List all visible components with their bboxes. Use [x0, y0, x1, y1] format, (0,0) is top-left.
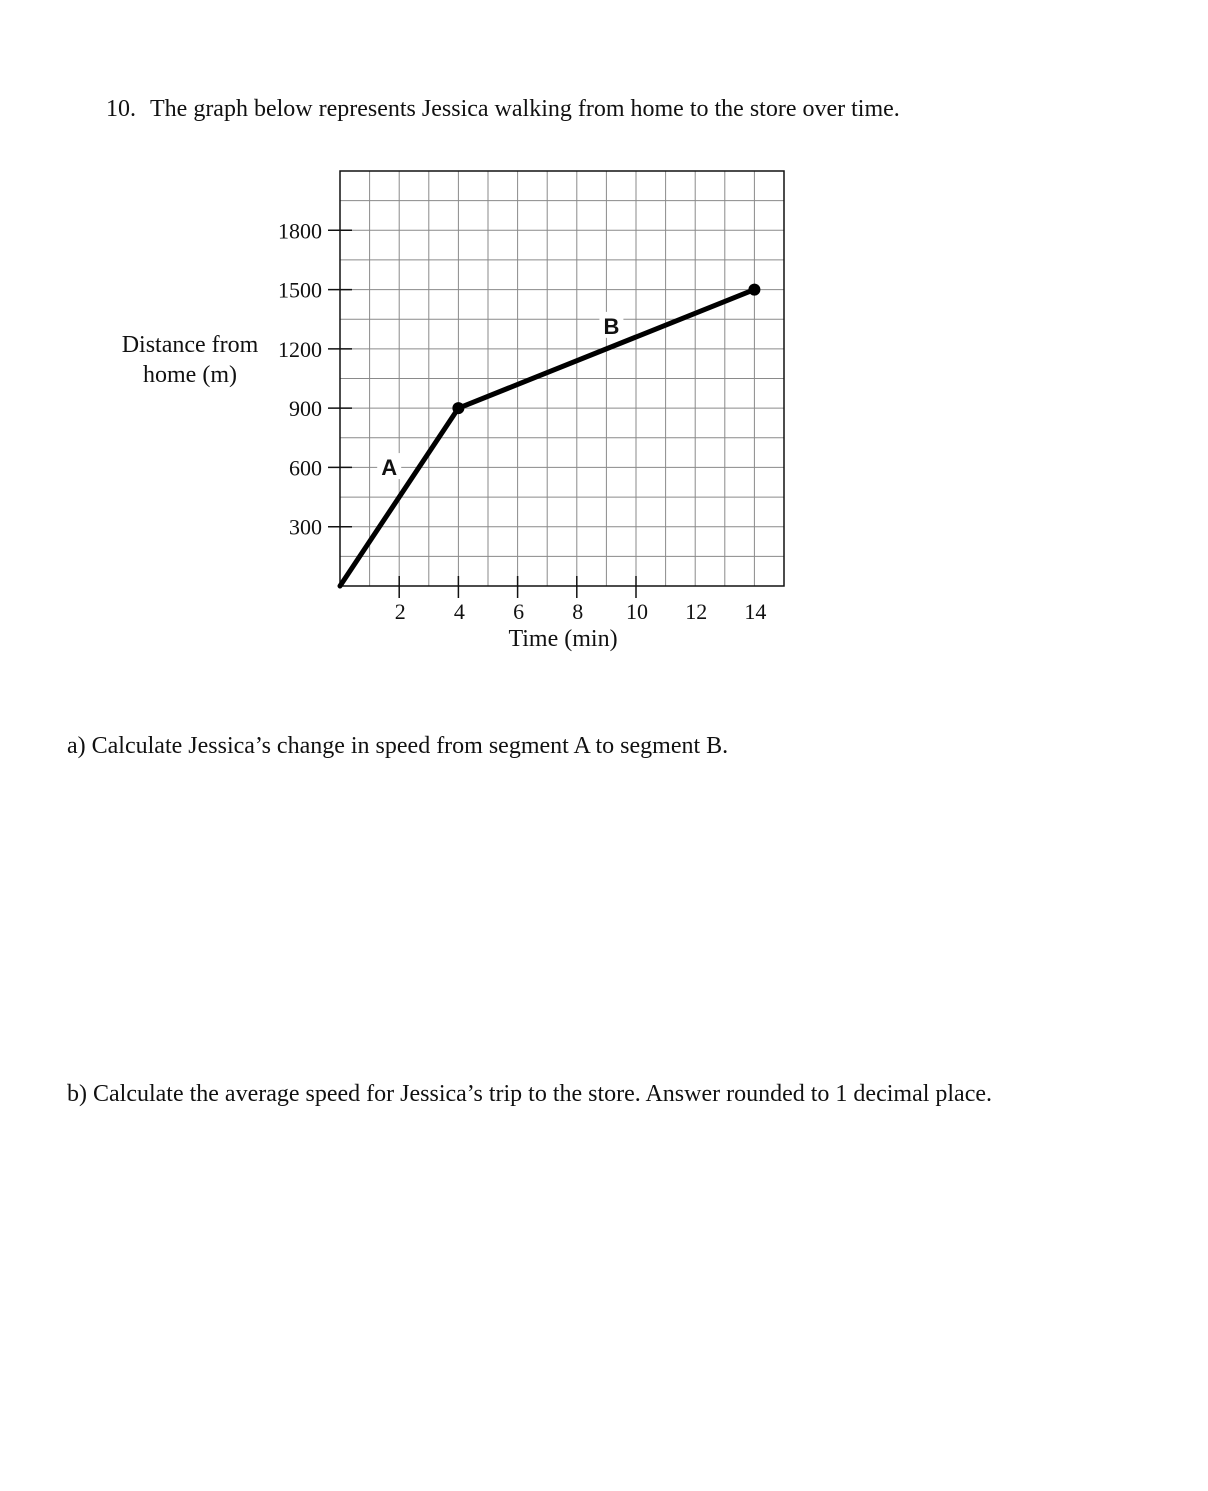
y-tick-label: 1500: [278, 277, 322, 303]
x-axis: [395, 576, 767, 624]
question-number: 10.: [106, 96, 136, 122]
part-b-question: b) Calculate the average speed for Jessica’s trip to the store. Answer rounded to 1 decimal place.: [67, 1081, 993, 1107]
segment-label: B: [603, 313, 620, 339]
y-tick-label: 600: [289, 455, 322, 481]
y-tick-label: 1200: [278, 336, 322, 362]
x-tick-label: 2: [394, 599, 406, 624]
y-tick-label: 1800: [278, 218, 322, 244]
x-tick-label: 14: [744, 599, 767, 624]
distance-time-graph: [0, 0, 1208, 700]
x-axis-label: Time (min): [508, 626, 618, 652]
part-a-question: a) Calculate Jessica’s change in speed from segment A to segment B.: [67, 733, 729, 759]
y-axis-label-line-2: home (m): [143, 362, 237, 388]
data-point: [452, 402, 464, 414]
question-text: The graph below represents Jessica walking from home to the store over time.: [150, 96, 900, 122]
x-tick-label: 12: [685, 599, 708, 624]
x-tick-label: 10: [626, 599, 648, 624]
x-tick-label: 4: [453, 599, 465, 624]
data-point: [748, 284, 760, 296]
x-tick-label: 6: [513, 599, 525, 624]
y-tick-label: 900: [289, 396, 322, 422]
y-tick-label: 300: [289, 514, 322, 540]
grid: [340, 171, 784, 586]
segment-label: A: [381, 455, 398, 481]
y-axis-label-line-1: Distance from: [121, 332, 259, 358]
data-series: [340, 284, 760, 586]
x-tick-label: 8: [572, 599, 584, 624]
